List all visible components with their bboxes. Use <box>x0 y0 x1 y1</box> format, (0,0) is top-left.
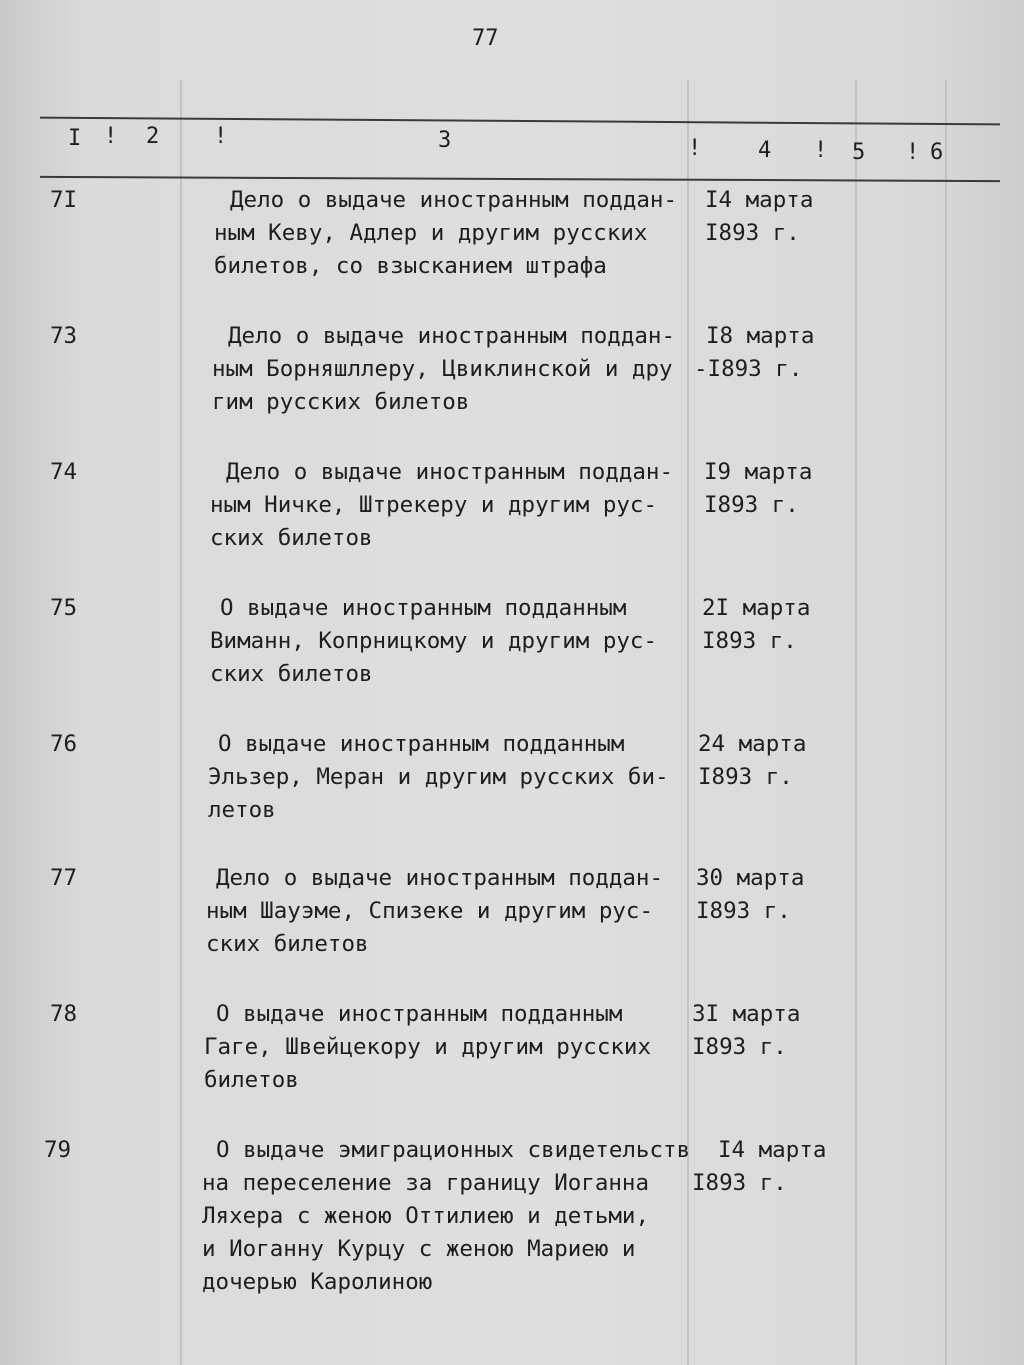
description-line: ских билетов <box>210 525 373 551</box>
entry-description <box>214 184 714 283</box>
date-line: I893 г. <box>705 220 800 246</box>
column-header-row <box>40 122 1000 174</box>
column-separator: ! <box>104 124 118 149</box>
entry-number: 76 <box>50 731 78 757</box>
description-line: Виманн, Копрницкому и другим рус- <box>210 628 658 654</box>
description-line: гим русских билетов <box>212 389 470 415</box>
entry-date <box>694 320 844 386</box>
description-line: летов <box>208 797 276 823</box>
column-separator: ! <box>814 138 828 163</box>
date-line: I893 г. <box>704 492 799 518</box>
entry-description <box>210 592 710 691</box>
date-line: 2I марта <box>702 595 811 621</box>
description-line: Дело о выдаче иностранным поддан- <box>216 865 664 891</box>
column-header-6: 6 <box>930 140 944 165</box>
date-line: I8 марта <box>706 323 815 349</box>
description-line: Гаге, Швейцекору и другим русских <box>204 1034 652 1060</box>
column-separator: ! <box>688 136 702 161</box>
column-header-4: 4 <box>758 138 772 163</box>
entry-date <box>704 456 854 522</box>
date-line: I4 марта <box>705 187 814 213</box>
column-separator: ! <box>906 140 920 165</box>
description-line: Ляхера с женою Оттилиею и детьми, <box>202 1203 650 1229</box>
entry-number: 75 <box>50 595 78 621</box>
description-line: ным Борняшллеру, Цвиклинской и дру <box>212 356 673 382</box>
column-separator: ! <box>214 124 228 149</box>
entry-description <box>204 998 704 1097</box>
description-line: билетов, со взысканием штрафа <box>214 253 607 279</box>
date-line: 30 марта <box>696 865 805 891</box>
entry-number: 78 <box>50 1001 78 1027</box>
entry-number: 74 <box>50 459 78 485</box>
entry-description <box>208 728 708 827</box>
entry-date <box>692 998 842 1064</box>
date-line: I893 г. <box>696 898 791 924</box>
description-line: дочерью Каролиною <box>202 1269 433 1295</box>
description-line: О выдаче иностранным подданным <box>220 595 627 621</box>
entry-date <box>705 184 855 250</box>
date-line: I893 г. <box>702 628 797 654</box>
date-line: I893 г. <box>692 1170 787 1196</box>
description-line: Дело о выдаче иностранным поддан- <box>228 323 676 349</box>
date-line: -I893 г. <box>694 356 803 382</box>
entry-description <box>202 1134 702 1299</box>
column-header-1: I <box>68 126 82 151</box>
column-rule <box>180 80 182 1365</box>
entry-description <box>210 456 710 555</box>
description-line: ным Шауэме, Спизеке и другим рус- <box>206 898 654 924</box>
description-line: ских билетов <box>210 661 373 687</box>
column-rule <box>945 80 947 1365</box>
date-line: I893 г. <box>698 764 793 790</box>
date-line: I893 г. <box>692 1034 787 1060</box>
description-line: О выдаче иностранным подданным <box>218 731 625 757</box>
description-line: ских билетов <box>206 931 369 957</box>
entry-date <box>692 1134 842 1200</box>
entry-date <box>696 862 846 928</box>
description-line: Эльзер, Меран и другим русских би- <box>208 764 669 790</box>
date-line: 3I марта <box>692 1001 801 1027</box>
description-line: билетов <box>204 1067 299 1093</box>
date-line: 24 марта <box>698 731 807 757</box>
entry-number: 77 <box>50 865 78 891</box>
column-header-3: 3 <box>438 128 452 153</box>
description-line: на переселение за границу Иоганна <box>202 1170 650 1196</box>
entry-date <box>702 592 852 658</box>
entry-number: 7I <box>50 187 78 213</box>
description-line: Дело о выдаче иностранным поддан- <box>230 187 678 213</box>
entry-number: 73 <box>50 323 78 349</box>
column-header-5: 5 <box>852 140 866 165</box>
description-line: О выдаче эмиграционных свидетельств <box>216 1137 691 1163</box>
description-line: О выдаче иностранным подданным <box>216 1001 623 1027</box>
description-line: и Иоганну Курцу с женою Мариею и <box>202 1236 636 1262</box>
column-rule <box>855 80 857 1365</box>
description-line: Дело о выдаче иностранным поддан- <box>226 459 674 485</box>
description-line: ным Ничке, Штрекеру и другим рус- <box>210 492 658 518</box>
entry-number: 79 <box>44 1137 72 1163</box>
date-line: I4 марта <box>718 1137 827 1163</box>
entry-description <box>212 320 712 419</box>
date-line: I9 марта <box>704 459 813 485</box>
entry-date <box>698 728 848 794</box>
entry-description <box>206 862 706 961</box>
column-header-2: 2 <box>146 124 160 149</box>
page-number: 77 <box>472 26 499 51</box>
description-line: ным Кеву, Адлер и другим русских <box>214 220 648 246</box>
